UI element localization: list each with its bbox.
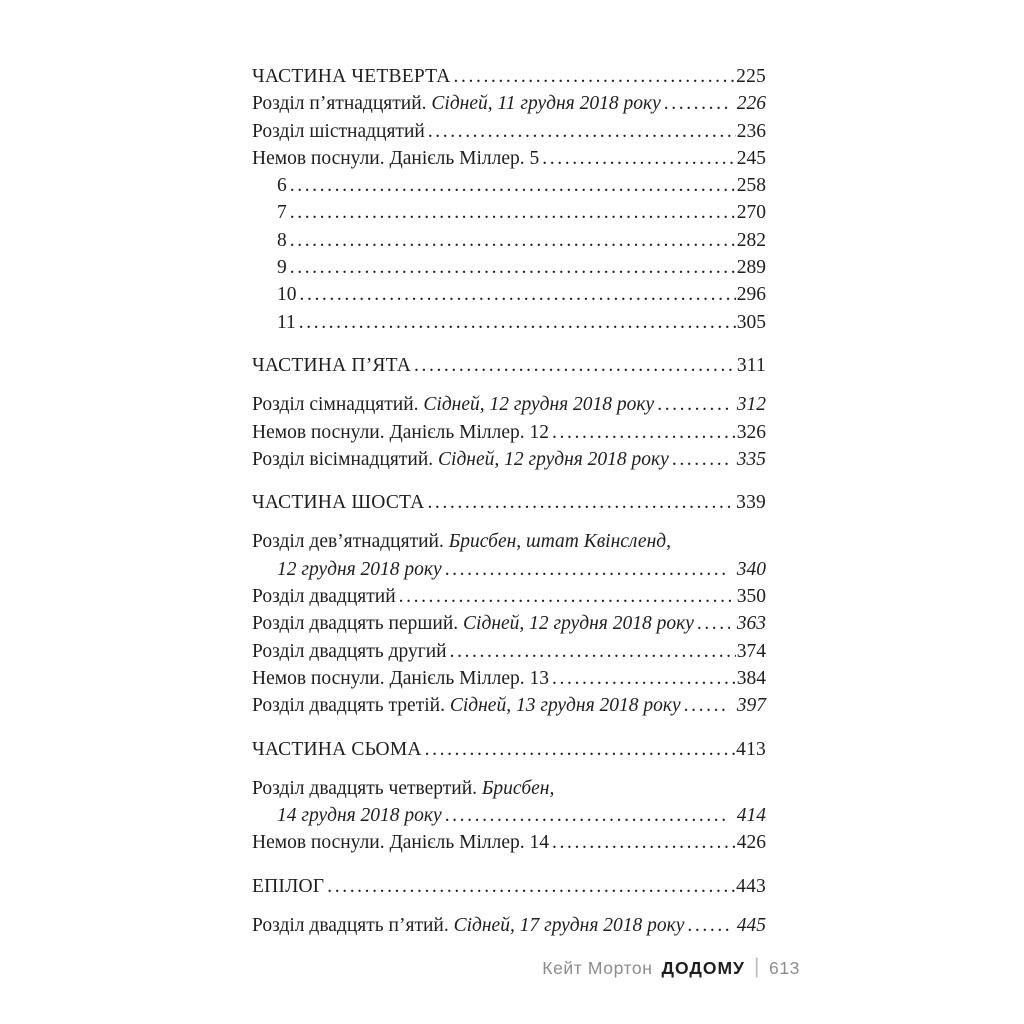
entry-text-italic: Сідней, 13 грудня 2018 року bbox=[449, 695, 681, 717]
entry-page-number: 340 bbox=[736, 558, 766, 580]
footer-page-number: 613 bbox=[769, 957, 800, 978]
dot-leader bbox=[300, 281, 736, 308]
toc-section-title bbox=[252, 489, 766, 516]
dot-leader bbox=[290, 172, 736, 199]
entry-page-number: 426 bbox=[736, 832, 766, 854]
toc-entry bbox=[252, 227, 766, 254]
entry-text: ЧАСТИНА П’ЯТА bbox=[252, 354, 412, 376]
dot-leader bbox=[299, 309, 736, 336]
toc-entry bbox=[252, 775, 766, 802]
entry-text: Розділ двадцять четвертий. Брисбен, bbox=[252, 777, 555, 799]
dot-leader bbox=[542, 145, 735, 172]
entry-text: Розділ вісімнадцятий. Сідней, 12 грудня 2018 року bbox=[252, 448, 669, 470]
footer-divider: | bbox=[753, 955, 760, 978]
entry-text: 9 bbox=[277, 257, 287, 279]
entry-text: Розділ дев’ятнадцятий. Брисбен, штат Квінсленд, bbox=[252, 531, 671, 553]
entry-page-number: 335 bbox=[736, 448, 766, 470]
entry-text: 11 bbox=[277, 311, 296, 333]
dot-leader bbox=[684, 692, 730, 719]
toc-section bbox=[252, 489, 766, 719]
dot-leader bbox=[428, 118, 736, 145]
entry-page-number: 312 bbox=[736, 394, 766, 416]
page-footer bbox=[542, 956, 800, 980]
entry-text: Немов поснули. Данієль Міллер. 13 bbox=[252, 667, 550, 689]
dot-leader bbox=[445, 802, 730, 829]
toc-section bbox=[252, 352, 766, 473]
dot-leader bbox=[290, 254, 736, 281]
toc-entry bbox=[252, 391, 766, 418]
entry-text: ЕПІЛОГ bbox=[252, 875, 325, 897]
entry-page-number: 374 bbox=[736, 640, 766, 662]
footer-book-title: ДОДОМУ bbox=[661, 957, 745, 978]
dot-leader bbox=[445, 556, 730, 583]
dot-leader bbox=[427, 489, 735, 516]
dot-leader bbox=[552, 665, 736, 692]
entry-text: 8 bbox=[277, 229, 287, 251]
entry-page-number: 226 bbox=[736, 93, 766, 115]
entry-text: Розділ двадцятий bbox=[252, 586, 396, 608]
toc-entry bbox=[252, 829, 766, 856]
entry-text: Розділ двадцять другий bbox=[252, 640, 447, 662]
toc-section-title bbox=[252, 873, 766, 900]
entry-text: Немов поснули. Данієль Міллер. 5 bbox=[252, 147, 540, 169]
dot-leader bbox=[414, 352, 736, 379]
entry-text: ЧАСТИНА ЧЕТВЕРТА bbox=[252, 66, 451, 87]
entry-text-italic: Брисбен, bbox=[481, 777, 555, 799]
entry-text-italic: Сідней, 17 грудня 2018 року bbox=[453, 915, 685, 937]
toc-entry bbox=[252, 281, 766, 308]
entry-text-italic: 14 грудня 2018 року bbox=[277, 805, 442, 827]
toc-entry bbox=[252, 583, 766, 610]
toc-section bbox=[252, 736, 766, 857]
entry-text: Немов поснули. Данієль Міллер. 14 bbox=[252, 832, 550, 854]
entry-text: Розділ двадцять перший. Сідней, 12 грудня 2018 року bbox=[252, 613, 694, 635]
entry-page-number: 282 bbox=[736, 229, 766, 251]
entry-text: Немов поснули. Данієль Міллер. 12 bbox=[252, 421, 550, 443]
entry-text-italic: Брисбен, штат Квінсленд, bbox=[448, 531, 671, 553]
entry-page-number: 414 bbox=[736, 805, 766, 827]
entry-text bbox=[277, 802, 442, 829]
entry-text-italic: Сідней, 11 грудня 2018 року bbox=[431, 93, 661, 115]
toc-entry bbox=[252, 610, 766, 637]
toc-entry bbox=[252, 145, 766, 172]
entry-text-italic: Сідней, 12 грудня 2018 року bbox=[438, 448, 669, 470]
dot-leader bbox=[454, 63, 736, 90]
entry-text bbox=[277, 556, 442, 583]
dot-leader bbox=[657, 391, 730, 418]
entry-page-number: 296 bbox=[736, 284, 766, 306]
entry-page-number: 270 bbox=[736, 202, 766, 224]
toc-entry bbox=[252, 638, 766, 665]
toc-entry bbox=[252, 172, 766, 199]
toc-entry bbox=[252, 90, 766, 117]
entry-text: 6 bbox=[277, 175, 287, 197]
dot-leader bbox=[552, 419, 736, 446]
toc-entry bbox=[252, 446, 766, 473]
entry-page-number: 258 bbox=[736, 175, 766, 197]
toc-entry bbox=[252, 665, 766, 692]
dot-leader bbox=[290, 199, 736, 226]
dot-leader bbox=[450, 638, 736, 665]
toc-section bbox=[252, 873, 766, 940]
entry-page-number: 350 bbox=[736, 586, 766, 608]
toc-entry bbox=[252, 912, 766, 939]
entry-page-number: 245 bbox=[736, 147, 766, 169]
toc-section-title bbox=[252, 736, 766, 763]
toc-entry bbox=[252, 802, 766, 829]
entry-text: 7 bbox=[277, 202, 287, 224]
entry-page-number: 339 bbox=[736, 492, 766, 514]
entry-page-number: 413 bbox=[736, 738, 766, 760]
toc-entry bbox=[252, 419, 766, 446]
toc-entry bbox=[252, 254, 766, 281]
entry-text: Розділ шістнадцятий bbox=[252, 120, 425, 142]
entry-page-number: 225 bbox=[736, 66, 766, 87]
entry-page-number: 236 bbox=[736, 120, 766, 142]
entry-page-number: 397 bbox=[736, 695, 766, 717]
entry-text-italic: Сідней, 12 грудня 2018 року bbox=[423, 394, 655, 416]
entry-text-italic: Сідней, 12 грудня 2018 року bbox=[463, 613, 694, 635]
dot-leader bbox=[425, 736, 735, 763]
toc-entry bbox=[252, 692, 766, 719]
entry-text: ЧАСТИНА СЬОМА bbox=[252, 738, 422, 760]
dot-leader bbox=[672, 446, 730, 473]
entry-text: ЧАСТИНА ШОСТА bbox=[252, 492, 425, 514]
toc-entry bbox=[252, 556, 766, 583]
dot-leader bbox=[552, 829, 736, 856]
footer-author: Кейт Мортон bbox=[542, 957, 653, 978]
entry-page-number: 443 bbox=[736, 875, 766, 897]
entry-page-number: 311 bbox=[736, 354, 766, 376]
entry-page-number: 363 bbox=[736, 613, 766, 635]
table-of-contents bbox=[252, 63, 766, 939]
entry-text: 10 bbox=[277, 284, 297, 306]
entry-page-number: 326 bbox=[736, 421, 766, 443]
entry-text-italic: 12 грудня 2018 року bbox=[277, 558, 442, 580]
entry-page-number: 384 bbox=[736, 667, 766, 689]
dot-leader bbox=[327, 873, 735, 900]
entry-text: Розділ п’ятнадцятий. Сідней, 11 грудня 2018 року bbox=[252, 93, 661, 115]
entry-page-number: 289 bbox=[736, 257, 766, 279]
dot-leader bbox=[399, 583, 736, 610]
entry-page-number: 305 bbox=[736, 311, 766, 333]
toc-section bbox=[252, 63, 766, 336]
entry-text: Розділ сімнадцятий. Сідней, 12 грудня 2018 року bbox=[252, 394, 655, 416]
entry-text: Розділ двадцять третій. Сідней, 13 грудня 2018 року bbox=[252, 695, 681, 717]
dot-leader bbox=[664, 90, 730, 117]
dot-leader bbox=[290, 227, 736, 254]
entry-text: Розділ двадцять п’ятий. Сідней, 17 грудня 2018 року bbox=[252, 915, 685, 937]
toc-section-title bbox=[252, 352, 766, 379]
dot-leader bbox=[697, 610, 730, 637]
dot-leader bbox=[687, 912, 729, 939]
toc-entry bbox=[252, 309, 766, 336]
toc-section-title bbox=[252, 63, 766, 90]
toc-entry bbox=[252, 118, 766, 145]
toc-entry bbox=[252, 528, 766, 555]
entry-page-number: 445 bbox=[736, 915, 766, 937]
toc-entry bbox=[252, 199, 766, 226]
